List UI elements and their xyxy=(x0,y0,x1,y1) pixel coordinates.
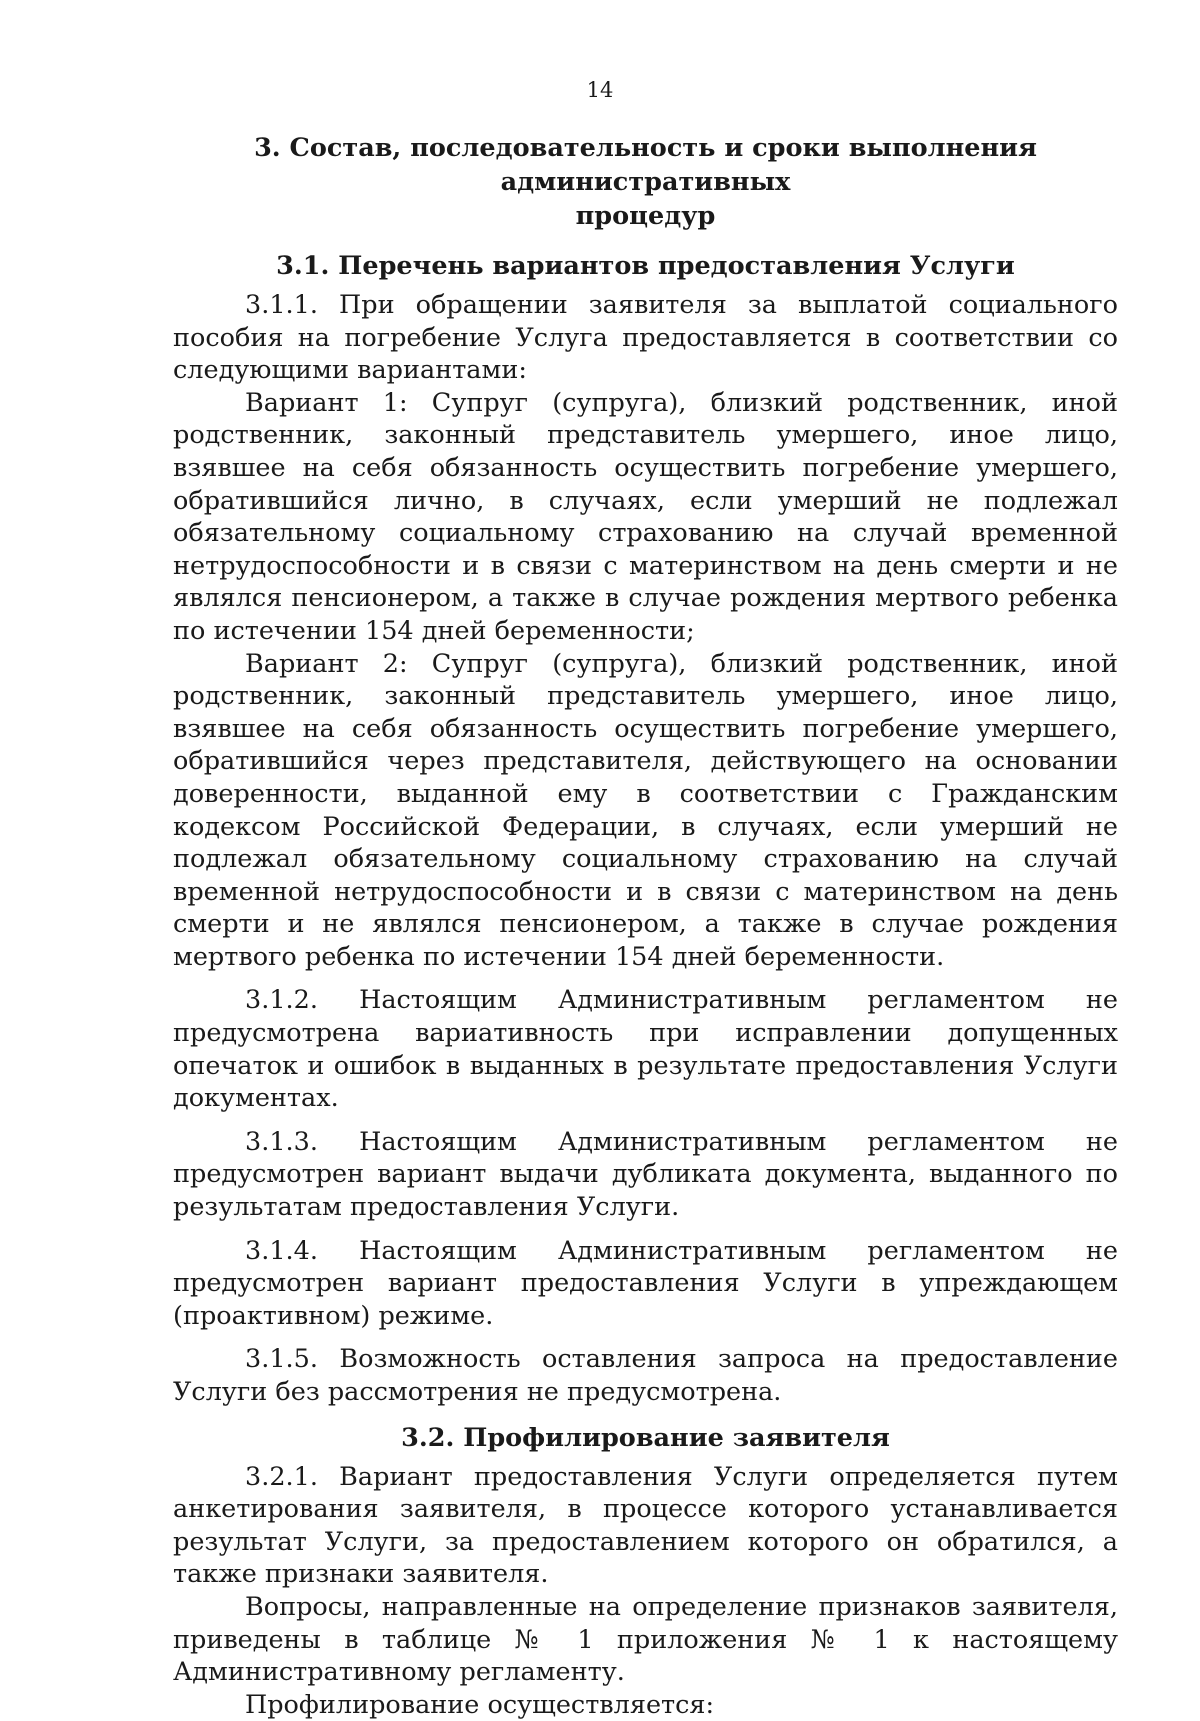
paragraph-3-1-2: 3.1.2. Настоящим Административным регламентом не предусмотрена вариативность при исправлении допущенных опечаток и ошибок в выданных в результате предоставления Услуги документах. xyxy=(173,985,1118,1114)
paragraph-variant-2: Вариант 2: Супруг (супруга), близкий родственник, иной родственник, законный представитель умершего, иное лицо, взявшее на себя обязанность осуществить погребение умершего, обратившийся через представителя, действующего на основании доверенности, выданной ему в соответствии с Гражданским кодексом Российской Федерации, в случаях, если умерший не подлежал обязательному социальному страхованию на случай временной нетрудоспособности и в связи с материнством на день смерти и не являлся пенсионером, а также в случае рождения мертвого ребенка по истечении 154 дней беременности. xyxy=(173,648,1118,972)
paragraph-3-2-1: 3.2.1. Вариант предоставления Услуги определяется путем анкетирования заявителя, в процессе которого устанавливается результат Услуги, за предоставлением которого он обратился, а также признаки заявителя. xyxy=(173,1461,1118,1590)
chapter-heading-line-1: 3. Состав, последовательность и сроки выполнения административных xyxy=(254,133,1037,197)
page-content xyxy=(173,131,1118,1721)
paragraph-profiling: Профилирование осуществляется: xyxy=(245,1689,715,1720)
paragraph-variant-1: Вариант 1: Супруг (супруга), близкий родственник, иной родственник, законный представитель умершего, иное лицо, взявшее на себя обязанность осуществить погребение умершего, обратившийся лично, в случаях, если умерший не подлежал обязательному социальному страхованию на случай временной нетрудоспособности и в связи с материнством на день смерти и не являлся пенсионером, а также в случае рождения мертвого ребенка по истечении 154 дней беременности; xyxy=(173,387,1118,646)
page-number: 14 xyxy=(586,78,614,102)
section-3-2-title: 3.2. Профилирование заявителя xyxy=(401,1422,890,1453)
section-3-1-title: 3.1. Перечень вариантов предоставления Услуги xyxy=(276,251,1015,281)
paragraph-3-1-5: 3.1.5. Возможность оставления запроса на предоставление Услуги без рассмотрения не предусмотрена. xyxy=(173,1344,1118,1407)
chapter-heading xyxy=(173,131,1118,233)
chapter-heading-line-2: процедур xyxy=(575,201,716,231)
paragraph-questions: Вопросы, направленные на определение признаков заявителя, приведены в таблице № 1 приложения № 1 к настоящему Административному регламенту. xyxy=(173,1591,1118,1688)
paragraph-3-1-1: 3.1.1. При обращении заявителя за выплатой социального пособия на погребение Услуга предоставляется в соответствии со следующими вариантами: xyxy=(173,290,1118,386)
paragraph-3-1-3: 3.1.3. Настоящим Административным регламентом не предусмотрен вариант выдачи дубликата документа, выданного по результатам предоставления Услуги. xyxy=(173,1126,1118,1223)
paragraph-3-1-4: 3.1.4. Настоящим Административным регламентом не предусмотрен вариант предоставления Услуги в упреждающем (проактивном) режиме. xyxy=(173,1235,1118,1331)
